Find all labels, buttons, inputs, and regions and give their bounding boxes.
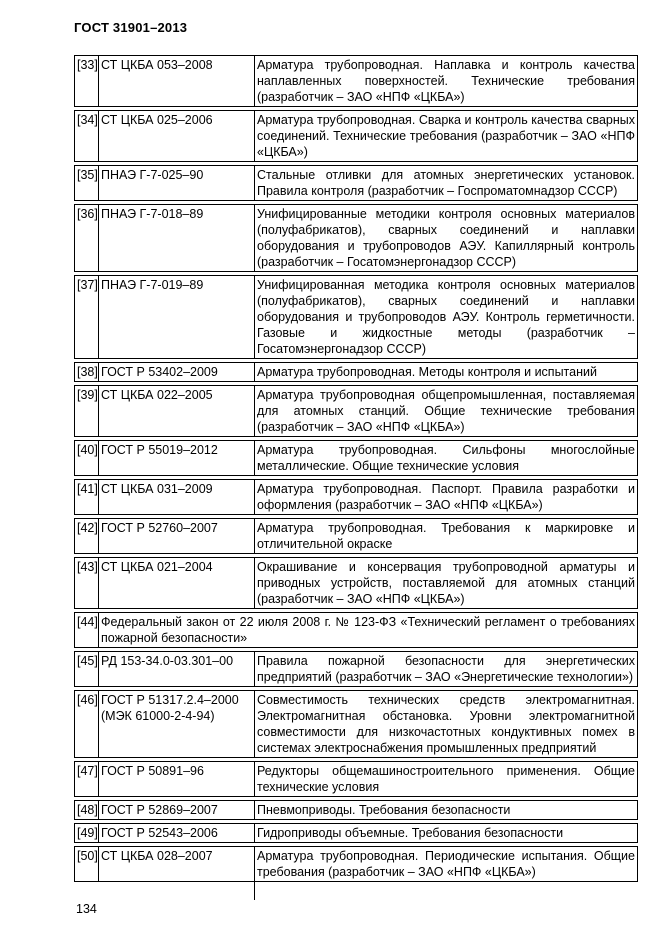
reference-row <box>74 204 638 272</box>
reference-row <box>74 440 638 476</box>
reference-code: ГОСТ Р 52543–2006 <box>99 823 255 843</box>
references-table-body <box>74 55 638 882</box>
reference-code: РД 153-34.0-03.301–00 <box>99 651 255 687</box>
reference-title: Арматура трубопроводная. Периодические испытания. Общие требования (разработчик – ЗАО «НПФ «ЦКБА») <box>255 846 638 882</box>
reference-code: СТ ЦКБА 021–2004 <box>99 557 255 609</box>
reference-row <box>74 761 638 797</box>
reference-number: [40] <box>74 440 99 476</box>
reference-number: [44] <box>74 612 99 648</box>
reference-title: Арматура трубопроводная. Методы контроля и испытаний <box>255 362 638 382</box>
reference-number: [46] <box>74 690 99 758</box>
reference-number: [33] <box>74 55 99 107</box>
reference-number: [48] <box>74 800 99 820</box>
references-table <box>74 52 638 885</box>
reference-row <box>74 846 638 882</box>
reference-code: ПНАЭ Г-7-018–89 <box>99 204 255 272</box>
reference-code: ГОСТ Р 52869–2007 <box>99 800 255 820</box>
page-number: 134 <box>76 902 97 916</box>
reference-number: [43] <box>74 557 99 609</box>
reference-code: СТ ЦКБА 028–2007 <box>99 846 255 882</box>
reference-number: [39] <box>74 385 99 437</box>
reference-code: СТ ЦКБА 022–2005 <box>99 385 255 437</box>
reference-number: [38] <box>74 362 99 382</box>
reference-title: Арматура трубопроводная общепромышленная, поставляемая для атомных станций. Общие технические требования (разработчик – ЗАО «НПФ «ЦКБА») <box>255 385 638 437</box>
reference-row <box>74 385 638 437</box>
reference-row <box>74 55 638 107</box>
reference-row <box>74 518 638 554</box>
reference-code: СТ ЦКБА 025–2006 <box>99 110 255 162</box>
reference-number: [50] <box>74 846 99 882</box>
reference-row <box>74 612 638 648</box>
reference-title: Стальные отливки для атомных энергетических установок. Правила контроля (разработчик – Госпроматомнадзор СССР) <box>255 165 638 201</box>
reference-number: [47] <box>74 761 99 797</box>
reference-title: Унифицированные методики контроля основных материалов (полуфабрикатов), сварных соединений и наплавки оборудования и трубопроводов АЭУ. Капиллярный контроль (разработчик – Госатомэнергонадзор СССР) <box>255 204 638 272</box>
reference-row <box>74 823 638 843</box>
reference-row <box>74 479 638 515</box>
reference-number: [41] <box>74 479 99 515</box>
reference-title: Арматура трубопроводная. Сварка и контроль качества сварных соединений. Технические требования (разработчик – ЗАО «НПФ «ЦКБА») <box>255 110 638 162</box>
reference-row <box>74 275 638 359</box>
reference-title: Гидроприводы объемные. Требования безопасности <box>255 823 638 843</box>
reference-title: Арматура трубопроводная. Наплавка и контроль качества наплавленных поверхностей. Технические требования (разработчик – ЗАО «НПФ «ЦКБА») <box>255 55 638 107</box>
reference-code: ГОСТ Р 51317.2.4–2000 (МЭК 61000-2-4-94) <box>99 690 255 758</box>
reference-title: Совместимость технических средств электромагнитная. Электромагнитная обстановка. Уровни электромагнитной совместимости для низкочастотных кондуктивных помех в системах электроснабжения промышленных предприятий <box>255 690 638 758</box>
reference-number: [34] <box>74 110 99 162</box>
reference-title: Унифицированная методика контроля основных материалов (полуфабрикатов), сварных соединений и наплавки оборудования и трубопроводов АЭУ. Контроль герметичности. Газовые и жидкостные методы (разработчик – Госатомэнергонадзор СССР) <box>255 275 638 359</box>
reference-code: СТ ЦКБА 031–2009 <box>99 479 255 515</box>
reference-full-text: Федеральный закон от 22 июля 2008 г. № 123-ФЗ «Технический регламент о требованиях пожарной безопасности» <box>99 612 638 648</box>
reference-row <box>74 800 638 820</box>
reference-row <box>74 651 638 687</box>
reference-code: ГОСТ Р 55019–2012 <box>99 440 255 476</box>
reference-title: Арматура трубопроводная. Требования к маркировке и отличительной окраске <box>255 518 638 554</box>
reference-number: [49] <box>74 823 99 843</box>
column-divider-line <box>254 872 255 900</box>
reference-row <box>74 690 638 758</box>
reference-number: [42] <box>74 518 99 554</box>
reference-title: Редукторы общемашиностроительного применения. Общие технические условия <box>255 761 638 797</box>
reference-row <box>74 557 638 609</box>
reference-code: ПНАЭ Г-7-025–90 <box>99 165 255 201</box>
reference-number: [35] <box>74 165 99 201</box>
reference-code: СТ ЦКБА 053–2008 <box>99 55 255 107</box>
reference-title: Окрашивание и консервация трубопроводной арматуры и приводных устройств, поставляемой для атомных станций (разработчик – ЗАО «НПФ «ЦКБА») <box>255 557 638 609</box>
reference-number: [45] <box>74 651 99 687</box>
reference-title: Правила пожарной безопасности для энергетических предприятий (разработчик – ЗАО «Энергетические технологии») <box>255 651 638 687</box>
reference-title: Пневмоприводы. Требования безопасности <box>255 800 638 820</box>
reference-code: ГОСТ Р 53402–2009 <box>99 362 255 382</box>
reference-row <box>74 362 638 382</box>
reference-number: [36] <box>74 204 99 272</box>
reference-number: [37] <box>74 275 99 359</box>
reference-title: Арматура трубопроводная. Сильфоны многослойные металлические. Общие технические условия <box>255 440 638 476</box>
reference-row <box>74 110 638 162</box>
reference-code: ГОСТ Р 52760–2007 <box>99 518 255 554</box>
reference-code: ГОСТ Р 50891–96 <box>99 761 255 797</box>
document-header: ГОСТ 31901–2013 <box>74 20 188 35</box>
reference-code: ПНАЭ Г-7-019–89 <box>99 275 255 359</box>
reference-row <box>74 165 638 201</box>
reference-title: Арматура трубопроводная. Паспорт. Правила разработки и оформления (разработчик – ЗАО «НПФ «ЦКБА») <box>255 479 638 515</box>
